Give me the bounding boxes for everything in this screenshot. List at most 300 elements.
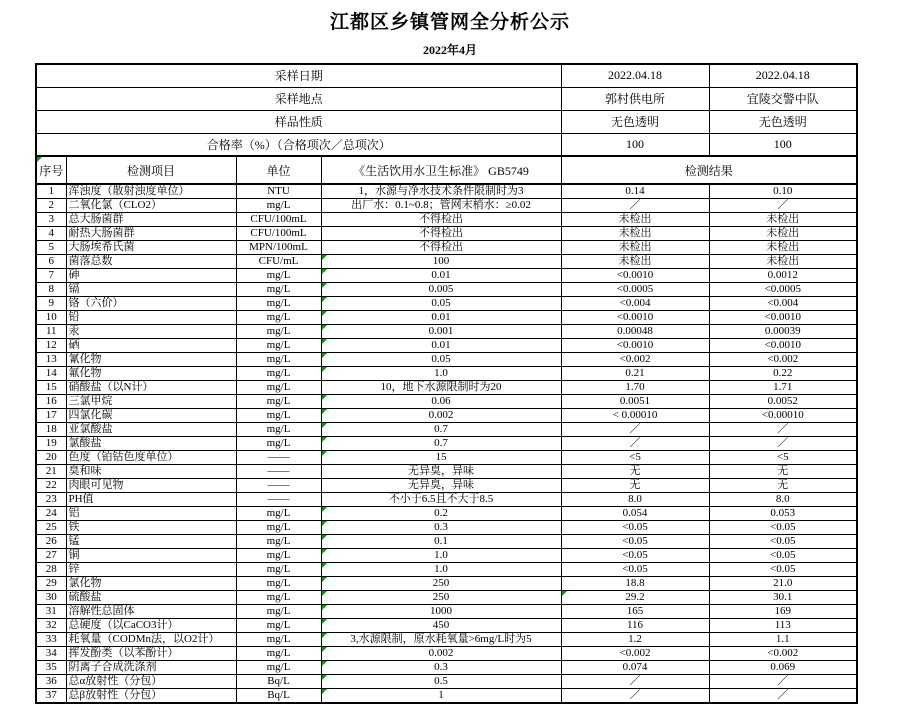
- row-result2-cell: 未检出: [709, 213, 857, 227]
- info-row: [36, 87, 857, 110]
- col-header-no: [36, 156, 66, 184]
- row-standard-cell: 无异臭，异味: [321, 465, 561, 479]
- table-row: [36, 437, 857, 451]
- error-flag-icon: [322, 647, 327, 652]
- row-result1-cell: ／: [561, 423, 709, 437]
- row-item-cell: 镉: [66, 283, 236, 297]
- row-unit-cell: mg/L: [236, 563, 321, 577]
- row-result1-cell: 未检出: [561, 213, 709, 227]
- report-month: 2022年4月: [422, 43, 477, 57]
- row-standard-cell: 100: [321, 255, 561, 269]
- row-no-cell: 25: [36, 521, 66, 535]
- row-standard-cell: 450: [321, 619, 561, 633]
- row-unit-cell: CFU/100mL: [236, 227, 321, 241]
- row-standard-cell: 0.05: [321, 353, 561, 367]
- row-result2-cell: 未检出: [709, 241, 857, 255]
- row-no-cell: 32: [36, 619, 66, 633]
- col-header-result: 检测结果: [561, 156, 857, 184]
- row-result2-cell: 21.0: [709, 577, 857, 591]
- row-no-cell: 23: [36, 493, 66, 507]
- error-flag-icon: [322, 661, 327, 666]
- error-flag-icon: [322, 367, 327, 372]
- table-row: [36, 675, 857, 689]
- row-result1-cell: <0.0010: [561, 311, 709, 325]
- row-unit-cell: mg/L: [236, 381, 321, 395]
- row-standard-cell: 250: [321, 577, 561, 591]
- row-unit-cell: mg/L: [236, 311, 321, 325]
- row-result1-cell: 0.074: [561, 661, 709, 675]
- row-result2-cell: <0.004: [709, 297, 857, 311]
- row-standard-cell: 0.01: [321, 339, 561, 353]
- row-no-cell: 17: [36, 409, 66, 423]
- row-result2-cell: 30.1: [709, 591, 857, 605]
- error-flag-icon: [322, 451, 327, 456]
- row-result1-cell: ／: [561, 199, 709, 213]
- row-result1-cell: <0.0010: [561, 339, 709, 353]
- row-standard-cell: 不得检出: [321, 213, 561, 227]
- row-unit-cell: ——: [236, 451, 321, 465]
- table-row: [36, 283, 857, 297]
- row-item-cell: 三氯甲烷: [66, 395, 236, 409]
- row-no-cell: 14: [36, 367, 66, 381]
- row-result1-cell: 0.054: [561, 507, 709, 521]
- error-flag-icon: [322, 535, 327, 540]
- table-row: [36, 521, 857, 535]
- row-item-cell: 二氧化氯（CLO2）: [66, 199, 236, 213]
- info-value-2: 2022.04.18: [709, 64, 857, 87]
- row-no-cell: 30: [36, 591, 66, 605]
- row-result1-cell: 0.00048: [561, 325, 709, 339]
- row-result2-cell: <0.0005: [709, 283, 857, 297]
- row-item-cell: 溶解性总固体: [66, 605, 236, 619]
- row-standard-cell: 0.002: [321, 647, 561, 661]
- error-flag-icon: [37, 157, 42, 162]
- row-result2-cell: ／: [709, 437, 857, 451]
- row-result2-cell: 0.00039: [709, 325, 857, 339]
- row-result1-cell: <0.05: [561, 549, 709, 563]
- row-no-cell: 7: [36, 269, 66, 283]
- row-unit-cell: mg/L: [236, 577, 321, 591]
- row-item-cell: 菌落总数: [66, 255, 236, 269]
- row-result2-cell: <0.0010: [709, 311, 857, 325]
- row-standard-cell: 无异臭，异味: [321, 479, 561, 493]
- row-standard-cell: 0.01: [321, 311, 561, 325]
- error-flag-icon: [322, 507, 327, 512]
- info-value-2: 无色透明: [709, 110, 857, 133]
- row-result1-cell: <0.002: [561, 353, 709, 367]
- data-section: [36, 184, 857, 703]
- table-row: [36, 577, 857, 591]
- table-row: [36, 297, 857, 311]
- row-item-cell: 总大肠菌群: [66, 213, 236, 227]
- row-result1-cell: 0.0051: [561, 395, 709, 409]
- table-header-section: [36, 156, 857, 184]
- row-unit-cell: mg/L: [236, 409, 321, 423]
- row-result2-cell: 0.22: [709, 367, 857, 381]
- row-item-cell: 大肠埃希氏菌: [66, 241, 236, 255]
- error-flag-icon: [322, 409, 327, 414]
- row-result2-cell: 未检出: [709, 227, 857, 241]
- table-row: [36, 325, 857, 339]
- row-standard-cell: 不得检出: [321, 227, 561, 241]
- row-result2-cell: 未检出: [709, 255, 857, 269]
- table-row: [36, 255, 857, 269]
- table-row: [36, 647, 857, 661]
- row-result1-cell: 未检出: [561, 241, 709, 255]
- row-no-cell: 19: [36, 437, 66, 451]
- col-header-standard: 《生活饮用水卫生标准》 GB5749: [321, 156, 561, 184]
- row-standard-cell: 1.0: [321, 563, 561, 577]
- row-standard-cell: 1.0: [321, 367, 561, 381]
- row-result2-cell: <0.00010: [709, 409, 857, 423]
- row-unit-cell: Bq/L: [236, 689, 321, 704]
- table-row: [36, 605, 857, 619]
- row-standard-cell: 3,水源限制，原水耗氧量>6mg/L时为5: [321, 633, 561, 647]
- error-flag-icon: [322, 689, 327, 694]
- row-result2-cell: <0.002: [709, 353, 857, 367]
- row-standard-cell: 0.3: [321, 661, 561, 675]
- row-no-cell: 4: [36, 227, 66, 241]
- table-row: [36, 311, 857, 325]
- table-row: [36, 184, 857, 199]
- row-result1-cell: ／: [561, 689, 709, 704]
- row-result2-cell: ／: [709, 199, 857, 213]
- row-result2-cell: 无: [709, 479, 857, 493]
- row-result1-cell: 29.2: [561, 591, 709, 605]
- info-label: 采样地点: [36, 87, 561, 110]
- row-result2-cell: 113: [709, 619, 857, 633]
- info-row: [36, 133, 857, 156]
- row-result1-cell: 165: [561, 605, 709, 619]
- table-row: [36, 661, 857, 675]
- row-result1-cell: 无: [561, 465, 709, 479]
- row-no-cell: 9: [36, 297, 66, 311]
- row-no-cell: 20: [36, 451, 66, 465]
- row-result1-cell: 未检出: [561, 255, 709, 269]
- row-item-cell: 挥发酚类（以苯酚计）: [66, 647, 236, 661]
- info-value-2: 100: [709, 133, 857, 156]
- error-flag-icon: [322, 339, 327, 344]
- row-item-cell: 铁: [66, 521, 236, 535]
- col-header-unit: 单位: [236, 156, 321, 184]
- row-item-cell: 阴离子合成洗涤剂: [66, 661, 236, 675]
- row-result1-cell: <0.05: [561, 563, 709, 577]
- row-no-cell: 29: [36, 577, 66, 591]
- row-no-cell: 5: [36, 241, 66, 255]
- row-item-cell: 浑浊度（散射浊度单位）: [66, 184, 236, 199]
- row-item-cell: 砷: [66, 269, 236, 283]
- row-unit-cell: mg/L: [236, 269, 321, 283]
- error-flag-icon: [322, 619, 327, 624]
- row-no-cell: 12: [36, 339, 66, 353]
- row-standard-cell: 0.002: [321, 409, 561, 423]
- error-flag-icon: [322, 633, 327, 638]
- row-result2-cell: 0.0052: [709, 395, 857, 409]
- row-unit-cell: mg/L: [236, 521, 321, 535]
- row-no-cell: 33: [36, 633, 66, 647]
- table-row: [36, 409, 857, 423]
- row-item-cell: 硫酸盐: [66, 591, 236, 605]
- info-value-1: 郭村供电所: [561, 87, 709, 110]
- row-no-cell: 6: [36, 255, 66, 269]
- row-result2-cell: <0.05: [709, 521, 857, 535]
- error-flag-icon: [322, 437, 327, 442]
- row-result2-cell: 169: [709, 605, 857, 619]
- row-item-cell: 汞: [66, 325, 236, 339]
- table-row: [36, 689, 857, 704]
- row-result1-cell: <0.0005: [561, 283, 709, 297]
- row-result2-cell: ／: [709, 675, 857, 689]
- row-item-cell: 氯化物: [66, 577, 236, 591]
- row-no-cell: 26: [36, 535, 66, 549]
- row-no-cell: 22: [36, 479, 66, 493]
- row-item-cell: 氰化物: [66, 353, 236, 367]
- row-unit-cell: mg/L: [236, 395, 321, 409]
- row-result1-cell: <0.05: [561, 535, 709, 549]
- row-result2-cell: 0.10: [709, 184, 857, 199]
- row-unit-cell: MPN/100mL: [236, 241, 321, 255]
- row-unit-cell: mg/L: [236, 633, 321, 647]
- row-no-cell: 15: [36, 381, 66, 395]
- row-result2-cell: 0.053: [709, 507, 857, 521]
- row-result1-cell: <0.004: [561, 297, 709, 311]
- error-flag-icon: [322, 311, 327, 316]
- table-row: [36, 563, 857, 577]
- col-header-no-label: 序号: [39, 163, 64, 178]
- row-item-cell: 肉眼可见物: [66, 479, 236, 493]
- info-row: [36, 64, 857, 87]
- row-result1-cell: 8.0: [561, 493, 709, 507]
- info-value-1: 无色透明: [561, 110, 709, 133]
- row-result2-cell: <0.0010: [709, 339, 857, 353]
- row-no-cell: 3: [36, 213, 66, 227]
- row-result2-cell: 无: [709, 465, 857, 479]
- row-unit-cell: mg/L: [236, 199, 321, 213]
- row-no-cell: 34: [36, 647, 66, 661]
- row-result2-cell: <5: [709, 451, 857, 465]
- row-no-cell: 18: [36, 423, 66, 437]
- table-row: [36, 367, 857, 381]
- row-result1-cell: 无: [561, 479, 709, 493]
- col-header-item: 检测项目: [66, 156, 236, 184]
- row-result1-cell: 18.8: [561, 577, 709, 591]
- row-standard-cell: 出厂水：0.1~0.8；管网末梢水：≥0.02: [321, 199, 561, 213]
- row-standard-cell: 0.005: [321, 283, 561, 297]
- row-unit-cell: mg/L: [236, 549, 321, 563]
- row-result1-cell: 1.2: [561, 633, 709, 647]
- info-label: 采样日期: [36, 64, 561, 87]
- row-result1-cell: 1.70: [561, 381, 709, 395]
- row-item-cell: 氟化物: [66, 367, 236, 381]
- row-item-cell: 氯酸盐: [66, 437, 236, 451]
- row-standard-cell: 0.01: [321, 269, 561, 283]
- row-result2-cell: <0.05: [709, 563, 857, 577]
- row-no-cell: 10: [36, 311, 66, 325]
- row-item-cell: 总β放射性（分包）: [66, 689, 236, 704]
- row-result1-cell: ／: [561, 675, 709, 689]
- row-item-cell: 铅: [66, 311, 236, 325]
- row-standard-cell: 0.5: [321, 675, 561, 689]
- row-no-cell: 24: [36, 507, 66, 521]
- row-result1-cell: ／: [561, 437, 709, 451]
- row-item-cell: 亚氯酸盐: [66, 423, 236, 437]
- info-label: 合格率（%）（合格项次／总项次）: [36, 133, 561, 156]
- row-unit-cell: CFU/100mL: [236, 213, 321, 227]
- row-item-cell: 铝: [66, 507, 236, 521]
- row-item-cell: 锰: [66, 535, 236, 549]
- row-no-cell: 13: [36, 353, 66, 367]
- error-flag-icon: [322, 283, 327, 288]
- row-unit-cell: CFU/mL: [236, 255, 321, 269]
- row-unit-cell: Bq/L: [236, 675, 321, 689]
- table-row: [36, 535, 857, 549]
- error-flag-icon: [322, 325, 327, 330]
- row-no-cell: 16: [36, 395, 66, 409]
- row-no-cell: 8: [36, 283, 66, 297]
- table-row: [36, 227, 857, 241]
- row-no-cell: 21: [36, 465, 66, 479]
- row-result2-cell: ／: [709, 689, 857, 704]
- row-no-cell: 36: [36, 675, 66, 689]
- row-item-cell: 臭和味: [66, 465, 236, 479]
- row-item-cell: 耗氧量（CODMn法，以O2计）: [66, 633, 236, 647]
- table-row: [36, 395, 857, 409]
- row-result1-cell: <0.05: [561, 521, 709, 535]
- info-value-1: 100: [561, 133, 709, 156]
- table-row: [36, 423, 857, 437]
- row-standard-cell: 1: [321, 689, 561, 704]
- row-item-cell: 总α放射性（分包）: [66, 675, 236, 689]
- error-flag-icon: [322, 269, 327, 274]
- error-flag-icon: [322, 675, 327, 680]
- row-no-cell: 31: [36, 605, 66, 619]
- row-result2-cell: 8.0: [709, 493, 857, 507]
- row-standard-cell: 1000: [321, 605, 561, 619]
- row-unit-cell: mg/L: [236, 339, 321, 353]
- error-flag-icon: [322, 577, 327, 582]
- row-unit-cell: mg/L: [236, 423, 321, 437]
- info-section: [36, 64, 857, 156]
- row-result1-cell: <0.0010: [561, 269, 709, 283]
- row-unit-cell: mg/L: [236, 367, 321, 381]
- row-standard-cell: 0.3: [321, 521, 561, 535]
- row-unit-cell: mg/L: [236, 605, 321, 619]
- row-item-cell: 铜: [66, 549, 236, 563]
- row-standard-cell: 0.7: [321, 423, 561, 437]
- row-no-cell: 27: [36, 549, 66, 563]
- error-flag-icon: [322, 591, 327, 596]
- row-result1-cell: <0.002: [561, 647, 709, 661]
- row-no-cell: 1: [36, 184, 66, 199]
- error-flag-icon: [322, 563, 327, 568]
- table-header-row: [36, 156, 857, 184]
- table-row: [36, 507, 857, 521]
- error-flag-icon: [322, 297, 327, 302]
- row-standard-cell: 15: [321, 451, 561, 465]
- row-unit-cell: mg/L: [236, 619, 321, 633]
- row-unit-cell: ——: [236, 493, 321, 507]
- row-standard-cell: 10，地下水源限制时为20: [321, 381, 561, 395]
- table-row: [36, 479, 857, 493]
- row-unit-cell: ——: [236, 479, 321, 493]
- table-row: [36, 591, 857, 605]
- row-item-cell: 硒: [66, 339, 236, 353]
- row-result1-cell: 0.14: [561, 184, 709, 199]
- info-value-1: 2022.04.18: [561, 64, 709, 87]
- error-flag-icon: [322, 549, 327, 554]
- row-standard-cell: 0.2: [321, 507, 561, 521]
- row-unit-cell: mg/L: [236, 437, 321, 451]
- table-row: [36, 493, 857, 507]
- row-item-cell: 色度（铂钴色度单位）: [66, 451, 236, 465]
- row-result2-cell: <0.05: [709, 535, 857, 549]
- row-result2-cell: 0.069: [709, 661, 857, 675]
- row-no-cell: 2: [36, 199, 66, 213]
- table-row: [36, 353, 857, 367]
- row-result2-cell: <0.05: [709, 549, 857, 563]
- row-item-cell: 硝酸盐（以N计）: [66, 381, 236, 395]
- row-standard-cell: 0.05: [321, 297, 561, 311]
- row-item-cell: 四氯化碳: [66, 409, 236, 423]
- row-no-cell: 35: [36, 661, 66, 675]
- table-row: [36, 451, 857, 465]
- info-value-2: 宜陵交警中队: [709, 87, 857, 110]
- row-unit-cell: ——: [236, 465, 321, 479]
- row-result2-cell: 1.1: [709, 633, 857, 647]
- row-result1-cell: < 0.00010: [561, 409, 709, 423]
- info-label: 样品性质: [36, 110, 561, 133]
- row-no-cell: 28: [36, 563, 66, 577]
- row-standard-cell: 不得检出: [321, 241, 561, 255]
- error-flag-icon: [322, 423, 327, 428]
- row-item-cell: 铬（六价）: [66, 297, 236, 311]
- row-result2-cell: <0.002: [709, 647, 857, 661]
- row-standard-cell: 0.001: [321, 325, 561, 339]
- row-no-cell: 11: [36, 325, 66, 339]
- table-row: [36, 549, 857, 563]
- row-result1-cell: <5: [561, 451, 709, 465]
- analysis-table: [35, 63, 858, 704]
- table-row: [36, 381, 857, 395]
- row-standard-cell: 1，水源与净水技术条件限制时为3: [321, 184, 561, 199]
- row-standard-cell: 250: [321, 591, 561, 605]
- row-unit-cell: mg/L: [236, 661, 321, 675]
- row-standard-cell: 0.1: [321, 535, 561, 549]
- row-result2-cell: ／: [709, 423, 857, 437]
- table-row: [36, 339, 857, 353]
- row-result1-cell: 0.21: [561, 367, 709, 381]
- row-result1-cell: 116: [561, 619, 709, 633]
- row-standard-cell: 不小于6.5且不大于8.5: [321, 493, 561, 507]
- error-flag-icon: [562, 591, 567, 596]
- row-item-cell: 总硬度（以CaCO3计）: [66, 619, 236, 633]
- row-result2-cell: 0.0012: [709, 269, 857, 283]
- row-standard-cell: 1.0: [321, 549, 561, 563]
- row-unit-cell: mg/L: [236, 353, 321, 367]
- table-row: [36, 619, 857, 633]
- error-flag-icon: [322, 395, 327, 400]
- row-item-cell: 锌: [66, 563, 236, 577]
- table-row: [36, 269, 857, 283]
- row-unit-cell: mg/L: [236, 535, 321, 549]
- table-row: [36, 465, 857, 479]
- table-row: [36, 213, 857, 227]
- row-standard-cell: 0.7: [321, 437, 561, 451]
- error-flag-icon: [322, 605, 327, 610]
- row-standard-cell: 0.06: [321, 395, 561, 409]
- table-row: [36, 199, 857, 213]
- row-item-cell: PH值: [66, 493, 236, 507]
